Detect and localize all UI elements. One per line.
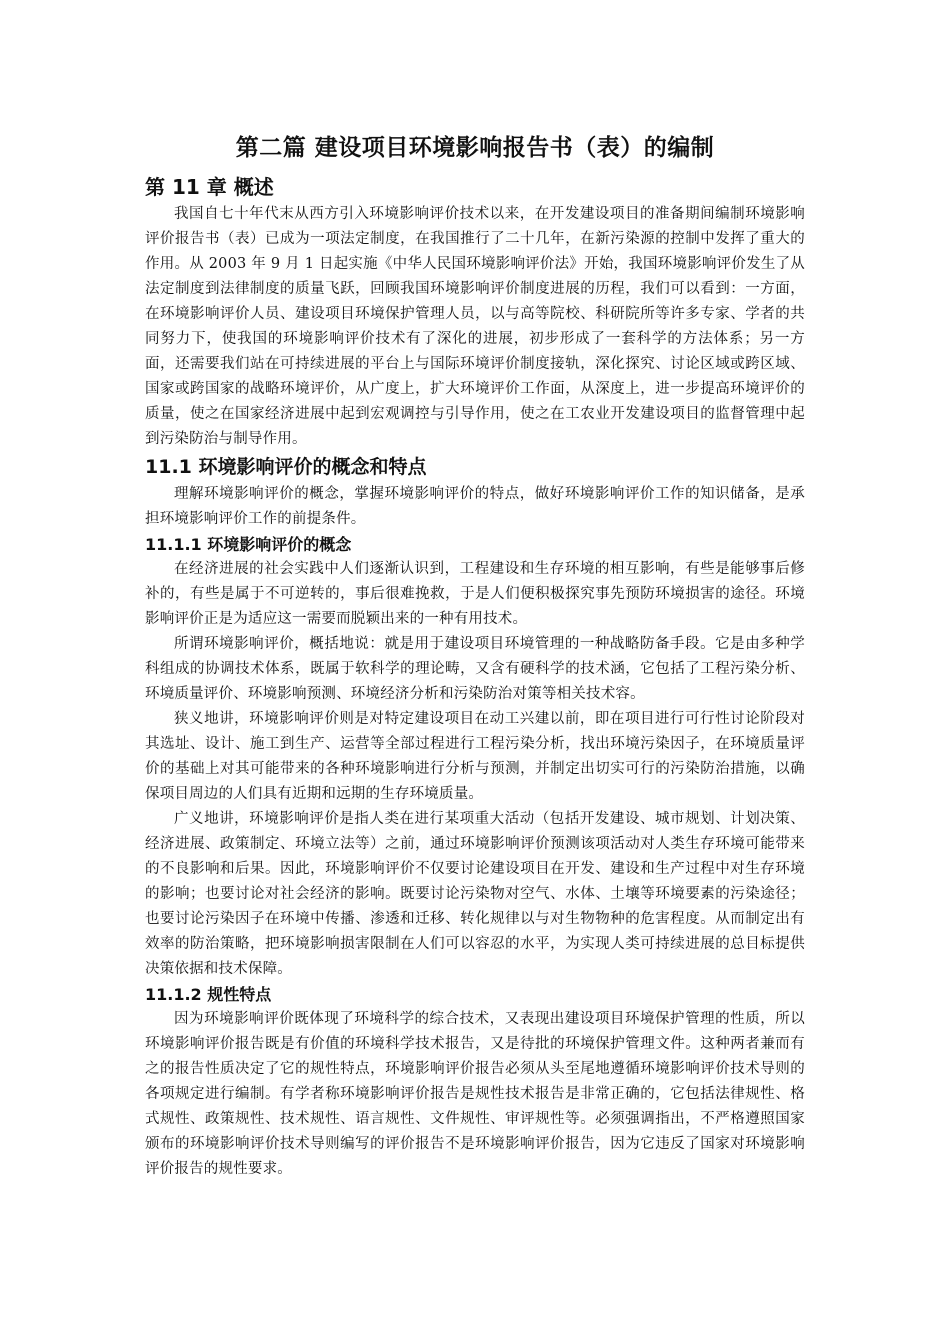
chapter-title: 第 11 章 概述 bbox=[145, 175, 274, 199]
section-title-11-1: 11.1 环境影响评价的概念和特点 bbox=[145, 456, 427, 478]
subsection-11-1-1-paragraph-2: 所谓环境影响评价，概括地说：就是用于建设项目环境管理的一种战略防备手段。它是由多种学科组成的协调技术体系，既属于软科学的理论畴，又含有硬科学的技术涵，它包括了工程污染分析、环境质量评价、环境影响预测、环境经济分析和污染防治对策等相关技术容。 bbox=[145, 636, 805, 702]
subsection-11-1-1-paragraph-3: 狭义地讲，环境影响评价则是对特定建设项目在动工兴建以前，即在项目进行可行性讨论阶段对其选址、设计、施工到生产、运营等全部过程进行工程污染分析，找出环境污染因子，在环境质量评价的基础上对其可能带来的各种环境影响进行分析与预测，并制定出切实可行的污染防治措施，以确保项目周边的人们具有近期和远期的生存环境质量。 bbox=[145, 711, 805, 802]
intro-paragraph: 我国自七十年代末从西方引入环境影响评价技术以来，在开发建设项目的准备期间编制环境影响评价报告书（表）已成为一项法定制度，在我国推行了二十几年，在新污染源的控制中发挥了重大的作用。从 2003 年 9 月 1 日起实施《中华人民国环境影响评价法》开始，我国环境影响评价发生了从法定制度到法律制度的质量飞跃，回顾我国环境影响评价制度进展的历程，我们可以看到：一方面，在环境影响评价人员、建设项目环境保护管理人员，以与高等院校、科研院所等许多专家、学者的共同努力下，使我国的环境影响评价技术有了深化的进展，初步形成了一套科学的方法体系；另一方面，还需要我们站在可持续进展的平台上与国际环境评价制度接轨，深化探究、讨论区域或跨区域、国家或跨国家的战略环境评价，从广度上，扩大环境评价工作面，从深度上，进一步提高环境评价的质量，使之在国家经济进展中起到宏观调控与引导作用，使之在工农业开发建设项目的监督管理中起到污染防治与制导作用。 bbox=[145, 206, 805, 447]
subsection-11-1-1-paragraph-4: 广义地讲，环境影响评价是指人类在进行某项重大活动（包括开发建设、城市规划、计划决策、经济进展、政策制定、环境立法等）之前，通过环境影响评价预测该项活动对人类生存环境可能带来的不良影响和后果。因此，环境影响评价不仅要讨论建设项目在开发、建设和生产过程中对生存环境的影响；也要讨论对社会经济的影响。既要讨论污染物对空气、水体、土壤等环境要素的污染途径；也要讨论污染因子在环境中传播、渗透和迁移、转化规律以与对生物物种的危害程度。从而制定出有效率的防治策略，把环境影响损害限制在人们可以容忍的水平，为实现人类可持续进展的总目标提供决策依据和技术保障。 bbox=[145, 811, 805, 977]
part-title: 第二篇 建设项目环境影响报告书（表）的编制 bbox=[235, 135, 715, 161]
subsection-11-1-1-paragraph-1: 在经济进展的社会实践中人们逐渐认识到，工程建设和生存环境的相互影响，有些是能够事后修补的，有些是属于不可逆转的，事后很难挽救，于是人们便积极探究事先预防环境损害的途径。环境影响评价正是为适应这一需要而脱颖出来的一种有用技术。 bbox=[145, 561, 805, 627]
section-11-1-paragraph: 理解环境影响评价的概念，掌握环境影响评价的特点，做好环境影响评价工作的知识储备，是承担环境影响评价工作的前提条件。 bbox=[145, 486, 805, 527]
subsection-11-1-2-paragraph: 因为环境影响评价既体现了环境科学的综合技术，又表现出建设项目环境保护管理的性质，所以环境影响评价报告既是有价值的环境科学技术报告，又是待批的环境保护管理文件。这种两者兼而有之的报告性质决定了它的规性特点，环境影响评价报告必须从头至尾地遵循环境影响评价技术导则的各项规定进行编制。有学者称环境影响评价报告是规性技术报告是非常正确的，它包括法律规性、格式规性、政策规性、技术规性、语言规性、文件规性、审评规性等。必须强调指出，不严格遵照国家颁布的环境影响评价技术导则编写的评价报告不是环境影响评价报告，因为它违反了国家对环境影响评价报告的规性要求。 bbox=[145, 1011, 805, 1177]
subsection-title-11-1-1: 11.1.1 环境影响评价的概念 bbox=[145, 535, 352, 554]
subsection-title-11-1-2: 11.1.2 规性特点 bbox=[145, 985, 272, 1004]
document-body bbox=[145, 130, 805, 1182]
